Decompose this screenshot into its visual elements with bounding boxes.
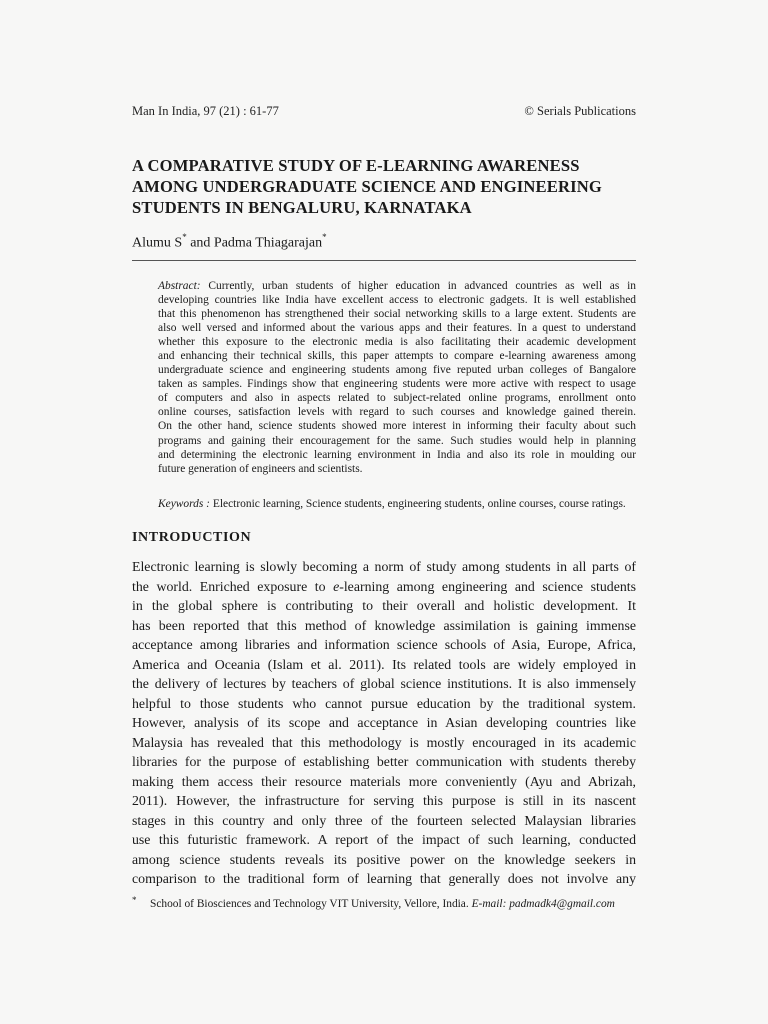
abstract-line: whether this exposure to the electronic media is also facilitating their academic development: [158, 336, 636, 349]
abstract-line: programs and gaining their encouragement for the same. Such studies would help in planning: [158, 434, 636, 447]
abstract-line: undergraduate science and engineering students among five reputed urban colleges of Bangalore: [158, 364, 636, 377]
abstract-line: and enhancing their technical skills, this paper attempts to compare e-learning awareness among: [158, 350, 636, 363]
title-line: A COMPARATIVE STUDY OF E-LEARNING AWARENESS: [132, 156, 580, 175]
body-line: use this futuristic framework. A report of the impact of such learning, conducted: [132, 832, 636, 847]
footnote-text: [150, 898, 615, 910]
abstract-line: taken as samples. Findings show that engineering students were more active with respect to usage: [158, 378, 636, 391]
keywords-text: Electronic learning, Science students, engineering students, online courses, course ratings.: [210, 498, 626, 510]
author-name: Padma Thiagarajan: [213, 235, 323, 251]
abstract-line: online courses, satisfaction levels with regard to such courses and knowledge gained therein.: [158, 406, 636, 419]
footnote-mark: *: [132, 895, 137, 905]
body-line: making them access their resource materials more conveniently (Ayu and Abrizah,: [132, 773, 636, 789]
body-line: stages in this country and only three of the fourteen selected Malaysian libraries: [132, 812, 636, 828]
abstract-line: also well versed and informed about the various apps and their features. In a quest to understand: [158, 322, 636, 335]
body-line: comparison to the traditional form of learning that generally does not involve any: [132, 871, 636, 886]
abstract-line: developing countries like India have excellent access to electronic gadgets. It is well established: [158, 294, 636, 307]
abstract-label: Abstract:: [158, 280, 201, 292]
body-line: acceptance among libraries and information science schools of Asia, Europe, Africa,: [132, 637, 636, 652]
body-line: Malaysia has revealed that this methodology is mostly encouraged in its academic: [132, 734, 636, 750]
publisher-name: © Serials Publications: [524, 104, 636, 118]
abstract-line: [158, 279, 636, 293]
body-line: However, analysis of its scope and acceptance in Asian developing countries like: [132, 715, 636, 730]
author-divider: [132, 260, 636, 261]
body-line: has been reported that this method of knowledge assimilation is gaining immense: [132, 617, 636, 633]
body-line: America and Oceania (Islam et al. 2011). Its related tools are widely employed in: [132, 656, 636, 672]
abstract-line: that this phenomenon has strengthened their social networking skills to a large extent. Students are: [158, 308, 636, 321]
title-line: STUDENTS IN BENGALURU, KARNATAKA: [132, 198, 472, 217]
body-line: the delivery of lectures by teachers of global science institutions. It is also immensely: [132, 676, 636, 691]
journal-citation: Man In India, 97 (21) : 61-77: [132, 104, 279, 118]
running-header: [132, 104, 636, 119]
body-line: the world. Enriched exposure to e-learning among engineering and science students: [132, 578, 636, 594]
affiliation-mark: *: [182, 232, 187, 242]
keywords-label: Keywords :: [158, 498, 210, 510]
author-conjunction: and: [186, 235, 214, 251]
keywords: [158, 498, 636, 510]
body-line: Electronic learning is slowly becoming a norm of study among students in all parts of: [132, 559, 636, 574]
body-line: 2011). However, the infrastructure for serving this purpose is still in its nascent: [132, 793, 636, 808]
author-name: Alumu S: [132, 235, 183, 251]
body-line: helpful to those students who cannot pursue education by the traditional system.: [132, 695, 636, 711]
abstract-line: of computers and also in aspects related to subject-related online programs, enrollment onto: [158, 392, 636, 405]
affiliation-mark: *: [322, 232, 327, 242]
affiliation-text: School of Biosciences and Technology VIT University, Vellore, India.: [150, 898, 472, 910]
body-line: among science students reveals its positive power on the knowledge seekers in: [132, 851, 636, 867]
body-line: in the global sphere is contributing to their overall and holistic development. It: [132, 598, 636, 613]
email-address: E-mail: padmadk4@gmail.com: [471, 898, 615, 910]
body-line: libraries for the purpose of establishing better communication with students thereby: [132, 754, 636, 769]
abstract-line: and determining the electronic learning environment in India and also its role in moulding our: [158, 448, 636, 461]
title-line: AMONG UNDERGRADUATE SCIENCE AND ENGINEERING: [132, 177, 602, 196]
abstract-text: Currently, urban students of higher education in advanced countries as well as in: [200, 280, 636, 292]
author-list: [132, 233, 327, 252]
abstract: [158, 279, 636, 476]
section-heading: INTRODUCTION: [132, 530, 252, 545]
abstract-line: On the other hand, science students showed more interest in informing their faculty about such: [158, 420, 636, 433]
introduction-body: [132, 557, 636, 889]
paper-title: [132, 155, 642, 218]
abstract-line: future generation of engineers and scientists.: [158, 462, 363, 475]
